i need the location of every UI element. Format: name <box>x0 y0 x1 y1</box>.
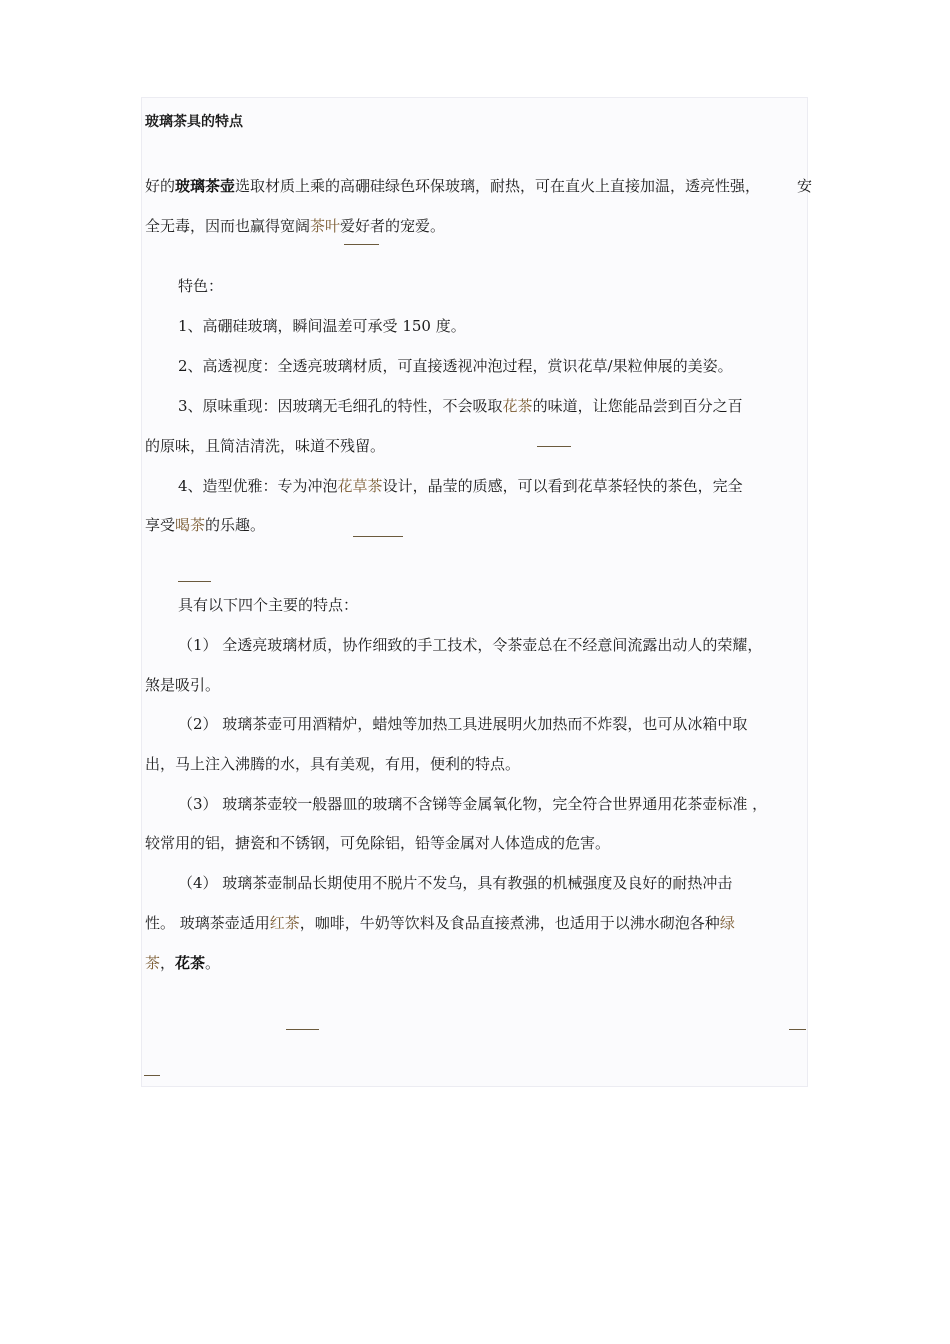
green-tea-link-cont[interactable]: 茶 <box>145 954 161 972</box>
intro-text: 好的 <box>145 177 176 195</box>
feature-4 <box>178 476 743 496</box>
point-text: 性。 玻璃茶壶适用 <box>145 914 270 932</box>
underline-rule <box>178 581 211 582</box>
drink-tea-link[interactable]: 喝茶 <box>175 516 206 534</box>
intro-text: 选取材质上乘的高硼硅绿色环保玻璃，耐热，可在直火上直接加温，透亮性强， <box>235 177 761 195</box>
underline-rule <box>789 1029 806 1030</box>
feature-4-cont <box>145 515 265 535</box>
feature-text: 设计，晶莹的质感，可以看到花草茶轻快的茶色，完全 <box>382 477 743 495</box>
underline-rule <box>537 446 571 447</box>
underline-rule <box>286 1029 319 1030</box>
intro-line-2 <box>145 216 445 236</box>
flower-tea-bold-link[interactable]: 花茶 <box>175 954 206 972</box>
point-3-cont: 较常用的铝，搪瓷和不锈钢，可免除铝，铅等金属对人体造成的危害。 <box>145 834 611 852</box>
flower-tea-link[interactable]: 花茶 <box>502 397 533 415</box>
main-heading: 具有以下四个主要的特点： <box>178 596 359 614</box>
features-heading: 特色： <box>178 277 224 295</box>
point-text: ， <box>160 954 176 972</box>
point-3: （3） 玻璃茶壶较一般器皿的玻璃不含锑等金属氧化物，完全符合世界通用花茶壶标准 ， <box>178 795 768 813</box>
feature-3-cont: 的原味，且简洁清洗，味道不残留。 <box>145 437 386 455</box>
tea-leaf-link[interactable]: 茶叶 <box>310 217 341 235</box>
feature-3 <box>178 396 743 416</box>
point-4: （4） 玻璃茶壶制品长期使用不脱片不发乌，具有教强的机械强度及良好的耐热冲击 <box>178 874 733 892</box>
feature-text: 4、造型优雅：专为冲泡 <box>178 477 338 495</box>
green-tea-link[interactable]: 绿 <box>719 914 735 932</box>
point-1: （1） 全透亮玻璃材质，协作细致的手工技术，令茶壶总在不经意间流露出动人的荣耀， <box>178 636 763 654</box>
point-2-cont: 出，马上注入沸腾的水，具有美观，有用，便利的特点。 <box>145 755 521 773</box>
intro-line-1 <box>145 176 760 196</box>
feature-text: 的味道，让您能品尝到百分之百 <box>532 397 743 415</box>
point-1-cont: 煞是吸引。 <box>145 676 221 694</box>
feature-text: 享受 <box>145 516 176 534</box>
point-4-cont <box>145 913 735 933</box>
point-2: （2） 玻璃茶壶可用酒精炉，蜡烛等加热工具进展明火加热而不炸裂，也可从冰箱中取 <box>178 715 748 733</box>
feature-text: 的乐趣。 <box>205 516 266 534</box>
point-4-end <box>145 953 220 973</box>
point-text: 。 <box>205 954 221 972</box>
point-text: ，咖啡，牛奶等饮料及食品直接煮沸，也适用于以沸水砌泡各种 <box>299 914 720 932</box>
feature-2: 2、高透视度：全透亮玻璃材质，可直接透视冲泡过程，赏识花草/果粒伸展的美姿。 <box>178 357 733 375</box>
intro-text: 爱好者的宠爱。 <box>340 217 446 235</box>
page-title: 玻璃茶具的特点 <box>145 114 243 130</box>
intro-line-1-end: 安 <box>797 177 813 195</box>
underline-rule <box>353 536 403 537</box>
underline-rule <box>344 244 379 245</box>
glass-teapot-link[interactable]: 玻璃茶壶 <box>175 177 236 195</box>
feature-1: 1、高硼硅玻璃，瞬间温差可承受 150 度。 <box>178 317 466 335</box>
feature-text: 3、原味重现：因玻璃无毛细孔的特性，不会吸取 <box>178 397 503 415</box>
document-page <box>141 97 808 1087</box>
underline-rule <box>144 1075 160 1076</box>
herbal-tea-link[interactable]: 花草茶 <box>337 477 383 495</box>
black-tea-link[interactable]: 红茶 <box>269 914 300 932</box>
intro-text: 全无毒，因而也赢得宽阔 <box>145 217 311 235</box>
